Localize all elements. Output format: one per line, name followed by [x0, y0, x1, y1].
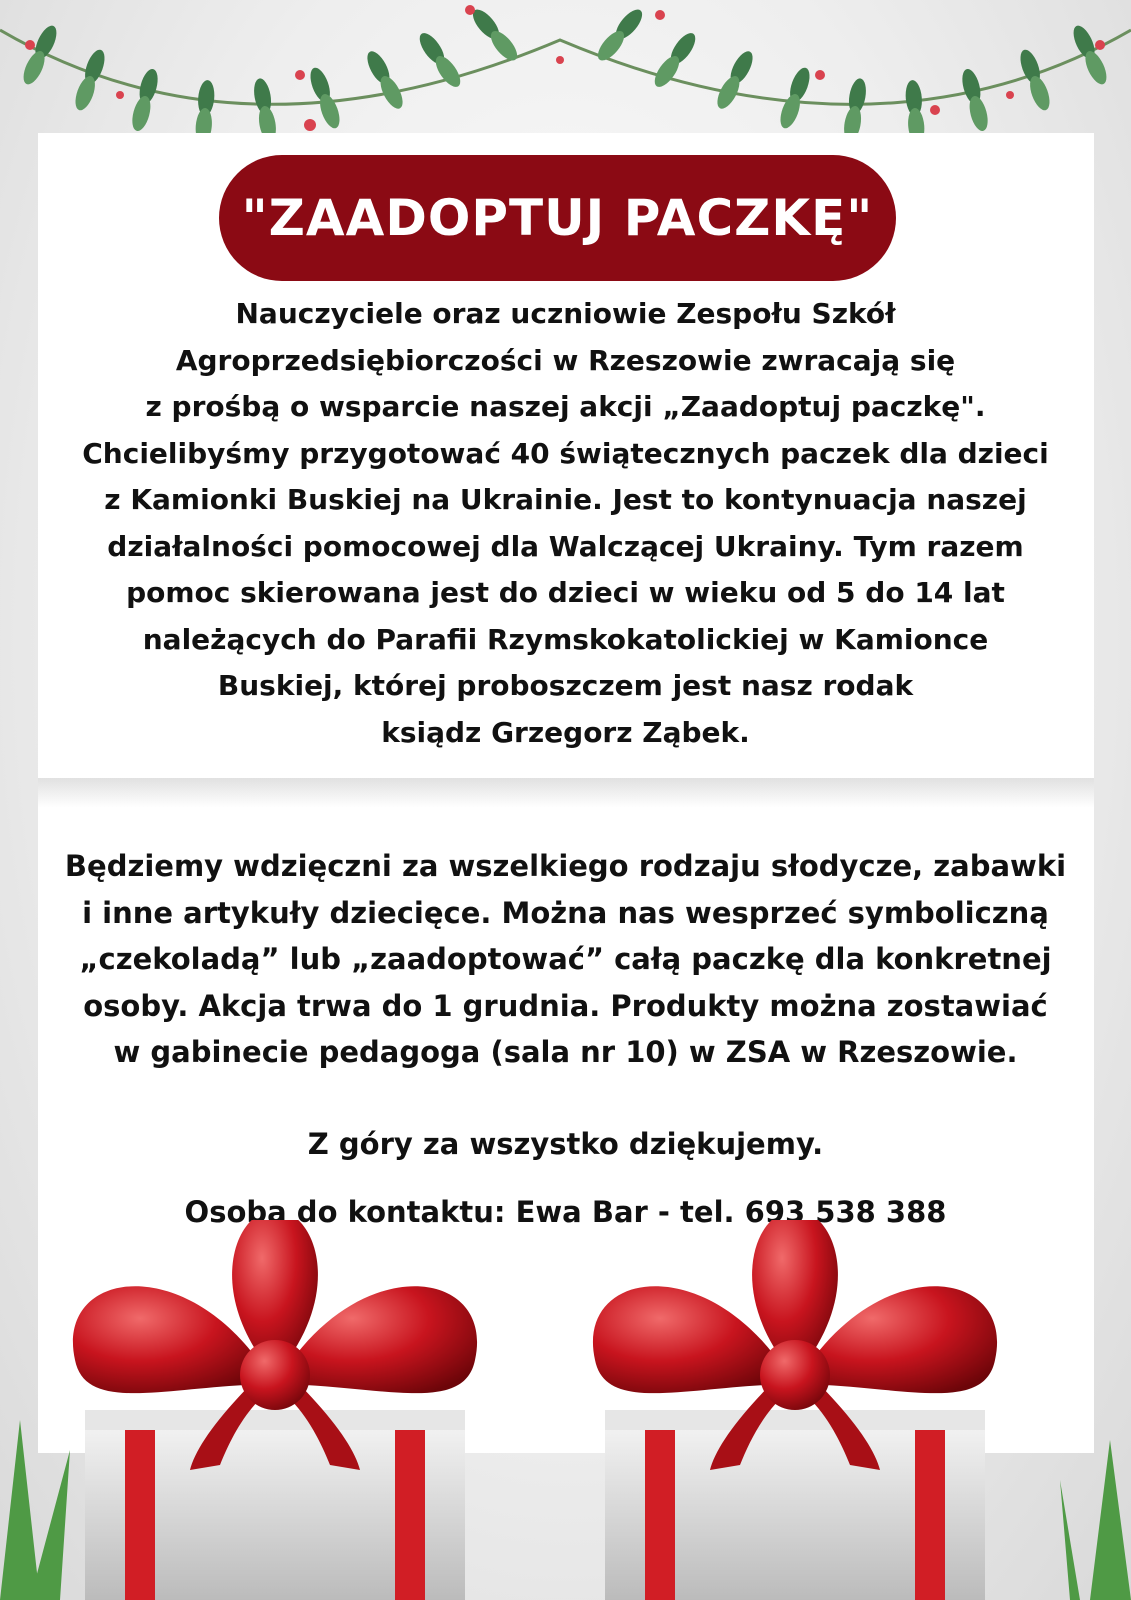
- request-line: Będziemy wdzięczni za wszelkiego rodzaju słodycze, zabawki: [64, 849, 1067, 883]
- intro-line: należących do Parafii Rzymskokatolickiej w Kamionce: [142, 622, 989, 656]
- request-line: osoby. Akcja trwa do 1 grudnia. Produkty można zostawiać: [83, 988, 1048, 1023]
- intro-line: z prośbą o wsparcie naszej akcji „Zaadoptuj paczkę".: [145, 390, 986, 423]
- request-line: „czekoladą” lub „zaadoptować” całą paczkę dla konkretnej: [79, 942, 1052, 976]
- intro-paragraph: [50, 291, 1081, 756]
- intro-line: Nauczyciele oraz uczniowie Zespołu Szkół: [235, 297, 896, 330]
- section-divider: [38, 778, 1094, 808]
- request-line: w gabinecie pedagoga (sala nr 10) w ZSA w Rzeszowie.: [113, 1035, 1018, 1069]
- intro-line: Agroprzedsiębiorczości w Rzeszowie zwracają się: [175, 343, 956, 377]
- page-title: "ZAADOPTUJ PACZKĘ": [241, 189, 874, 247]
- intro-line: Chcielibyśmy przygotować 40 świątecznych paczek dla dzieci: [82, 436, 1049, 470]
- gift-box-icon: [0, 1220, 1131, 1600]
- title-banner: [219, 155, 896, 281]
- holly-garland-icon: [0, 0, 1131, 150]
- thanks-text: Z góry za wszystko dziękujemy.: [307, 1127, 824, 1161]
- intro-line: z Kamionki Buskiej na Ukrainie. Jest to kontynuacja naszej: [104, 483, 1027, 516]
- intro-line: Buskiej, której proboszczem jest nasz rodak: [217, 669, 914, 702]
- intro-line: ksiądz Grzegorz Ząbek.: [381, 715, 750, 749]
- request-line: i inne artykuły dziecięce. Można nas wesprzeć symboliczną: [82, 895, 1049, 930]
- contact-info: Osoba do kontaktu: Ewa Bar - tel. 693 538 388: [184, 1195, 947, 1229]
- intro-line: działalności pomocowej dla Walczącej Ukrainy. Tym razem: [107, 529, 1024, 563]
- request-paragraph: [50, 843, 1081, 1076]
- intro-line: pomoc skierowana jest do dzieci w wieku od 5 do 14 lat: [126, 576, 1005, 609]
